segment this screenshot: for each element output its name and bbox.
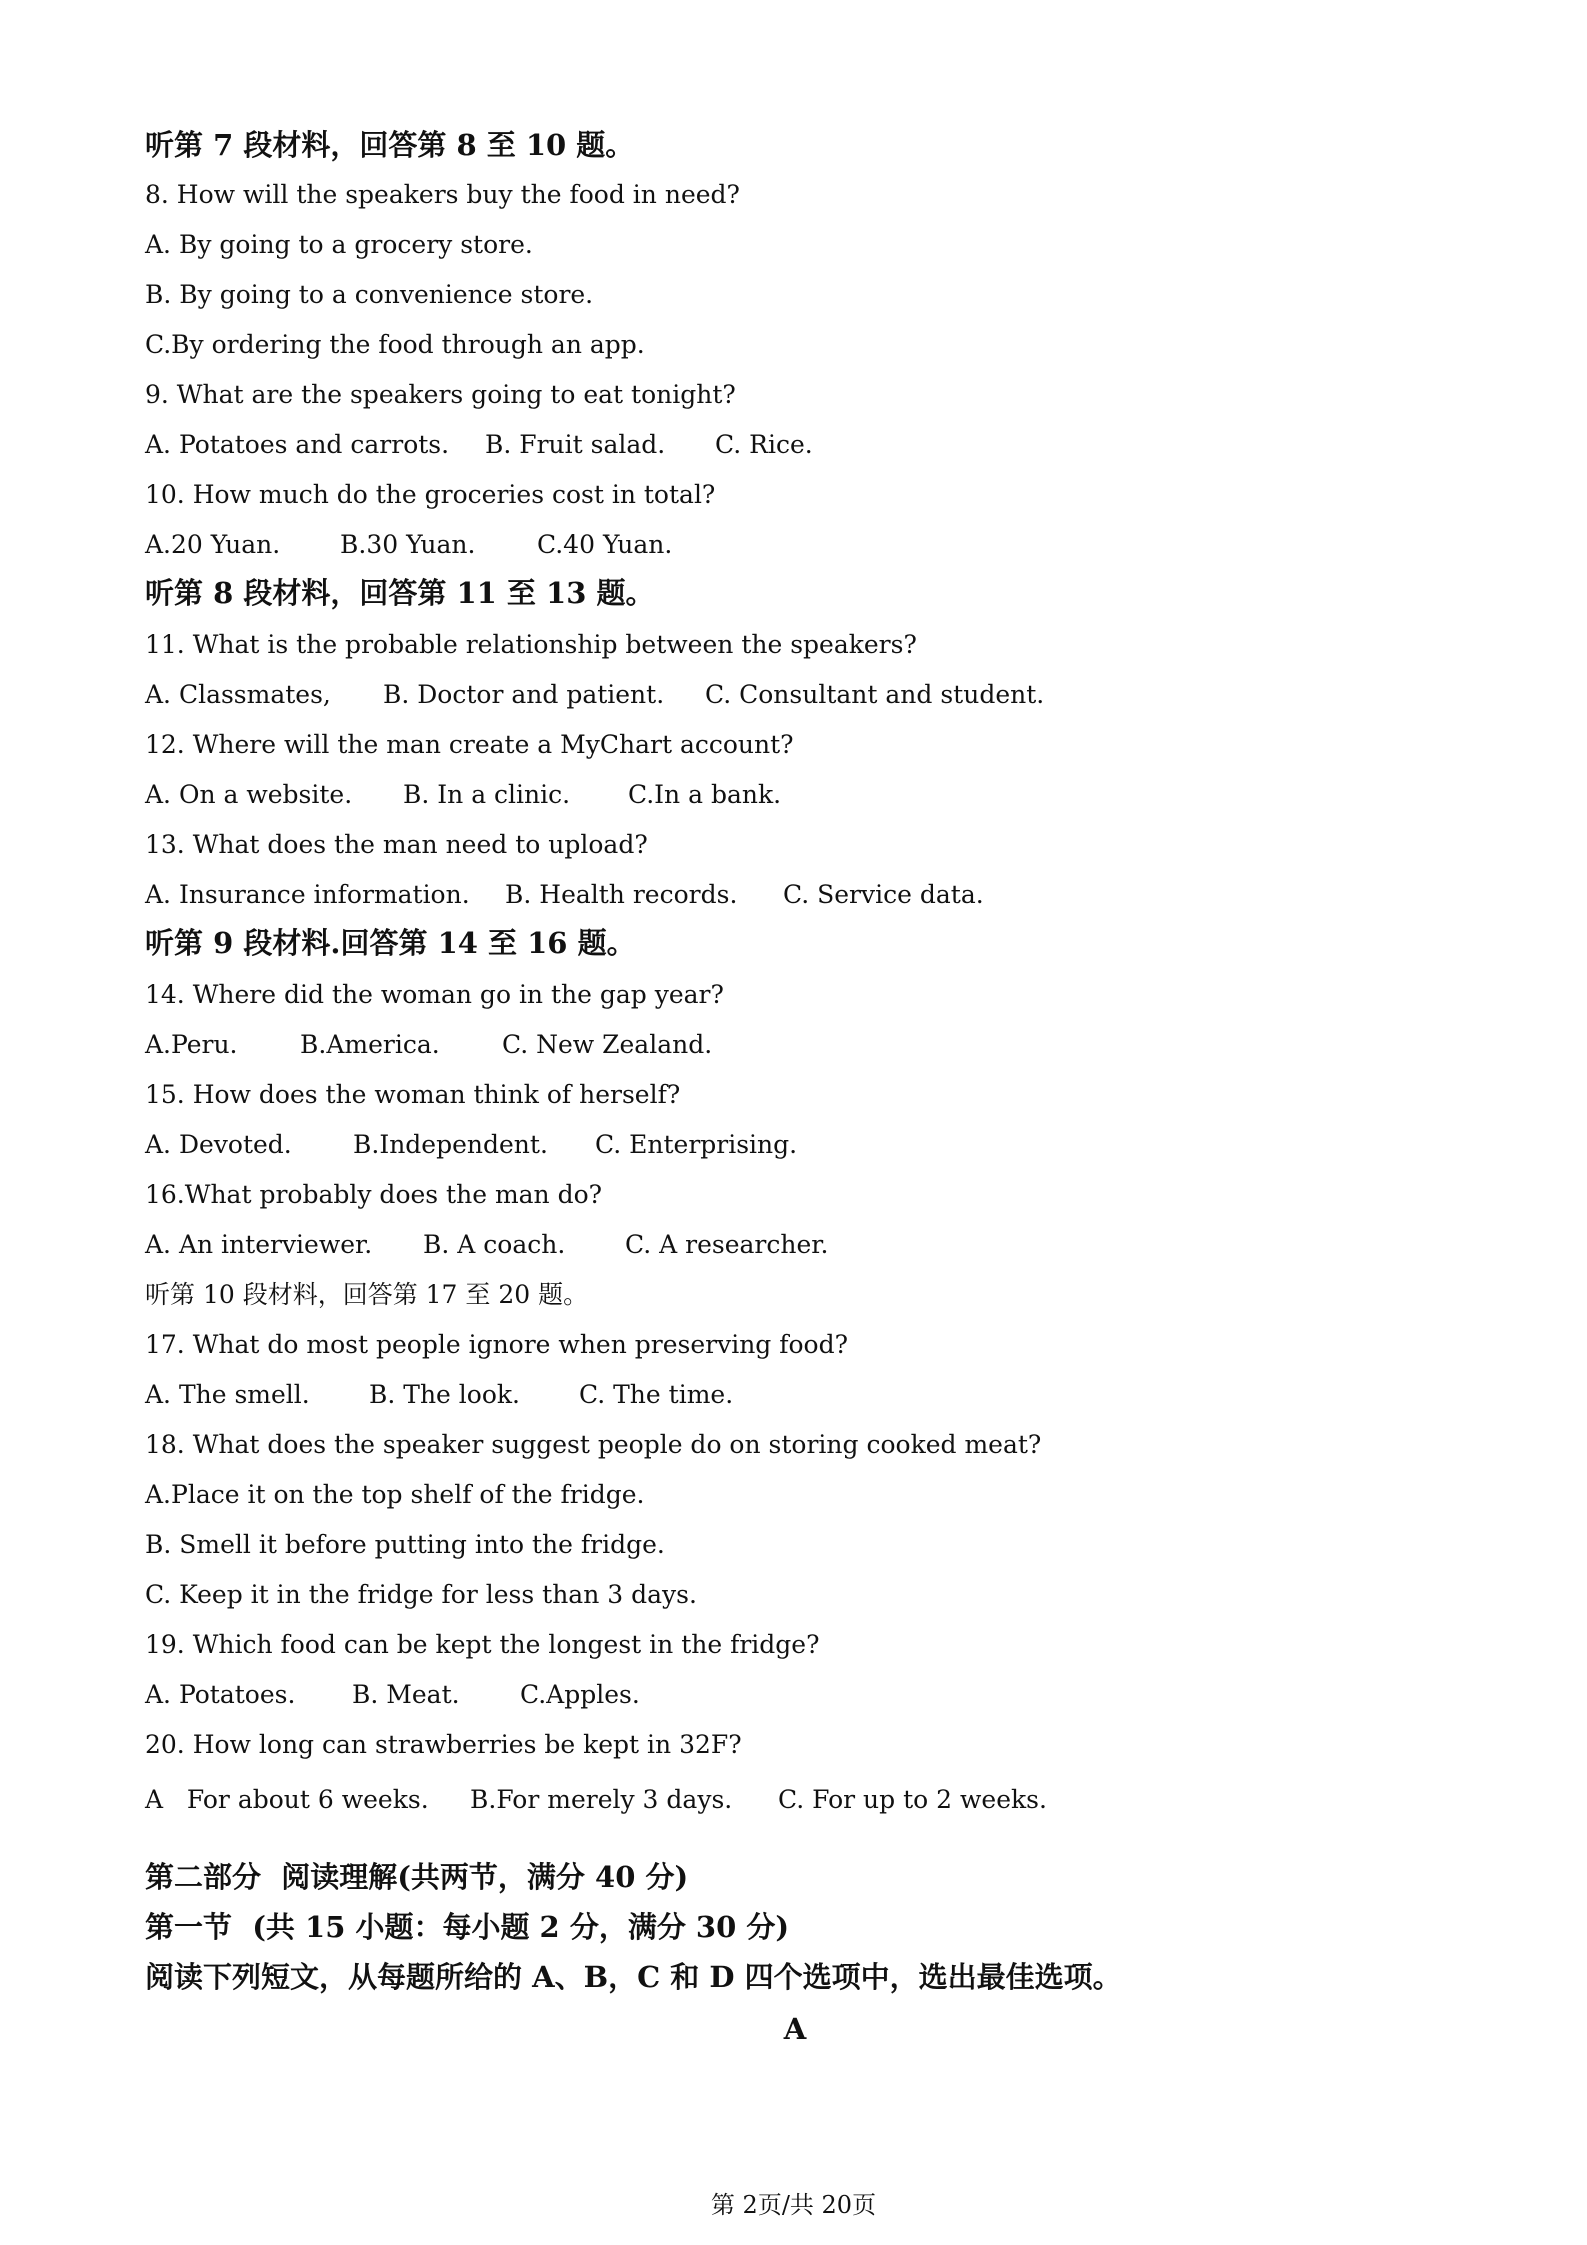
option-17b: B. The look. xyxy=(369,1380,520,1409)
question-13: 13. What does the man need to upload? xyxy=(145,830,648,859)
question-10: 10. How much do the groceries cost in total? xyxy=(145,480,716,509)
option-17a: A. The smell. xyxy=(145,1380,310,1409)
question-20: 20. How long can strawberries be kept in 32F? xyxy=(145,1730,742,1759)
option-20b: B.For merely 3 days. xyxy=(470,1785,733,1814)
option-10c: C.40 Yuan. xyxy=(537,530,673,559)
section-heading-7: 听第 7 段材料，回答第 8 至 10 题。 xyxy=(145,128,635,162)
question-14: 14. Where did the woman go in the gap year? xyxy=(145,980,724,1009)
question-11: 11. What is the probable relationship between the speakers? xyxy=(145,630,917,659)
passage-label: A xyxy=(783,2012,807,2046)
page-number: 第 2页/共 20页 xyxy=(710,2191,877,2219)
question-9: 9. What are the speakers going to eat tonight? xyxy=(145,380,736,409)
option-12b: B. In a clinic. xyxy=(403,780,571,809)
option-16c: C. A researcher. xyxy=(625,1230,829,1259)
option-8a: A. By going to a grocery store. xyxy=(145,230,533,259)
option-12c: C.In a bank. xyxy=(628,780,782,809)
option-18a: A.Place it on the top shelf of the fridge. xyxy=(145,1480,645,1509)
option-8c: C.By ordering the food through an app. xyxy=(145,330,645,359)
question-19: 19. Which food can be kept the longest in the fridge? xyxy=(145,1630,820,1659)
option-14b: B.America. xyxy=(300,1030,440,1059)
option-18c: C. Keep it in the fridge for less than 3 days. xyxy=(145,1580,697,1609)
option-18b: B. Smell it before putting into the fridge. xyxy=(145,1530,665,1559)
part2-section1: 第一节 (共 15 小题：每小题 2 分，满分 30 分) xyxy=(145,1910,790,1944)
question-18: 18. What does the speaker suggest people do on storing cooked meat? xyxy=(145,1430,1042,1459)
option-15c: C. Enterprising. xyxy=(595,1130,798,1159)
option-20a: A For about 6 weeks. xyxy=(145,1785,429,1814)
option-20c: C. For up to 2 weeks. xyxy=(778,1785,1047,1814)
option-13b: B. Health records. xyxy=(505,880,738,909)
question-16: 16.What probably does the man do? xyxy=(145,1180,603,1209)
question-15: 15. How does the woman think of herself? xyxy=(145,1080,681,1109)
option-11c: C. Consultant and student. xyxy=(705,680,1045,709)
section-heading-10: 听第 10 段材料，回答第 17 至 20 题。 xyxy=(145,1280,589,1309)
option-11a: A. Classmates, xyxy=(145,680,331,709)
option-13c: C. Service data. xyxy=(783,880,984,909)
option-8b: B. By going to a convenience store. xyxy=(145,280,594,309)
part2-instruction: 阅读下列短文，从每题所给的 A、B，C 和 D 四个选项中，选出最佳选项。 xyxy=(145,1960,1122,1994)
option-19c: C.Apples. xyxy=(520,1680,640,1709)
option-12a: A. On a website. xyxy=(145,780,353,809)
option-10a: A.20 Yuan. xyxy=(145,530,281,559)
option-13a: A. Insurance information. xyxy=(145,880,470,909)
question-12: 12. Where will the man create a MyChart account? xyxy=(145,730,794,759)
option-19b: B. Meat. xyxy=(352,1680,460,1709)
question-17: 17. What do most people ignore when preserving food? xyxy=(145,1330,849,1359)
option-15a: A. Devoted. xyxy=(145,1130,292,1159)
option-10b: B.30 Yuan. xyxy=(340,530,476,559)
option-11b: B. Doctor and patient. xyxy=(383,680,665,709)
option-9a: A. Potatoes and carrots. xyxy=(145,430,450,459)
option-16b: B. A coach. xyxy=(423,1230,566,1259)
option-19a: A. Potatoes. xyxy=(145,1680,296,1709)
option-14c: C. New Zealand. xyxy=(502,1030,713,1059)
section-heading-8: 听第 8 段材料，回答第 11 至 13 题。 xyxy=(145,576,655,610)
option-14a: A.Peru. xyxy=(145,1030,238,1059)
part2-title: 第二部分 阅读理解(共两节，满分 40 分) xyxy=(145,1860,689,1894)
option-9b: B. Fruit salad. xyxy=(485,430,666,459)
option-17c: C. The time. xyxy=(579,1380,734,1409)
question-8: 8. How will the speakers buy the food in need? xyxy=(145,180,740,209)
option-15b: B.Independent. xyxy=(353,1130,548,1159)
option-9c: C. Rice. xyxy=(715,430,813,459)
section-heading-9: 听第 9 段材料.回答第 14 至 16 题。 xyxy=(145,926,636,960)
option-16a: A. An interviewer. xyxy=(145,1230,373,1259)
